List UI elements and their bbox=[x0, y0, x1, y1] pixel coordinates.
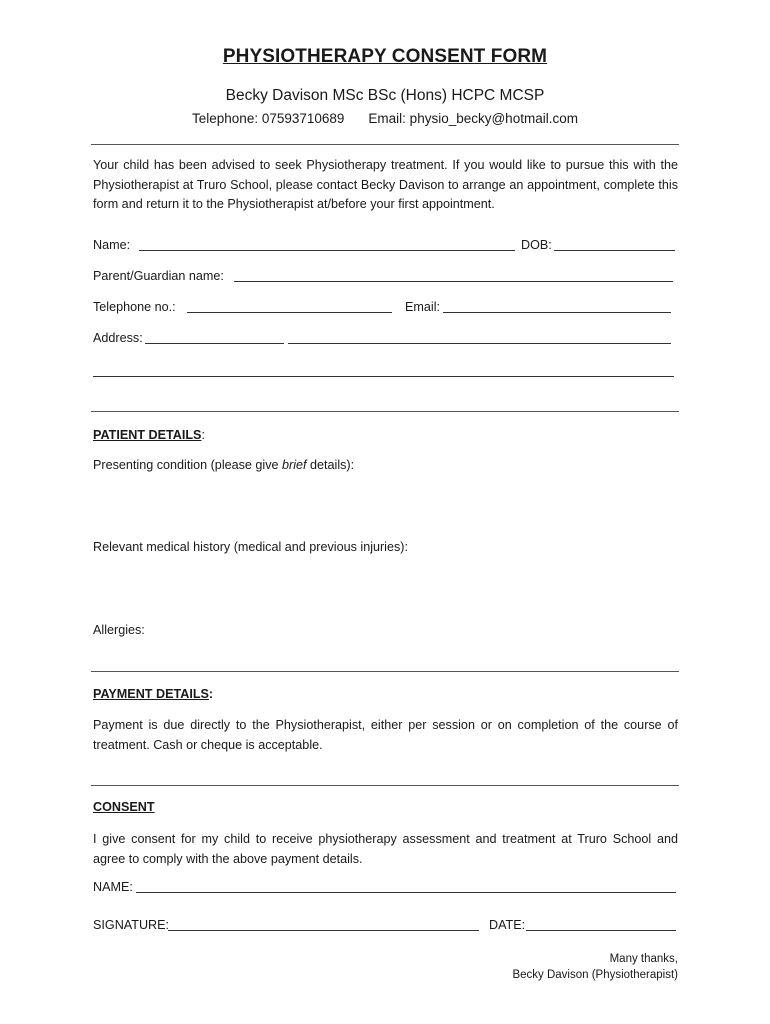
address-row bbox=[93, 331, 683, 347]
address-field-2[interactable] bbox=[288, 331, 671, 344]
heading-colon: : bbox=[208, 687, 214, 701]
patient-details-heading bbox=[93, 428, 205, 442]
thanks-text: Many thanks, bbox=[609, 953, 678, 965]
telephone-email-row bbox=[93, 300, 683, 316]
name-field[interactable] bbox=[139, 238, 515, 251]
signoff-block bbox=[512, 951, 678, 983]
consent-heading-text: CONSENT bbox=[93, 800, 155, 814]
form-title: PHYSIOTHERAPY CONSENT FORM bbox=[222, 46, 548, 67]
divider bbox=[91, 411, 679, 412]
divider bbox=[91, 785, 679, 786]
heading-colon: : bbox=[201, 428, 205, 442]
consent-name-field[interactable] bbox=[136, 880, 676, 893]
consent-name-label: NAME: bbox=[93, 880, 133, 894]
condition-label-prefix: Presenting condition (please give bbox=[93, 458, 283, 472]
email-field[interactable] bbox=[443, 300, 671, 313]
parent-name-field[interactable] bbox=[234, 269, 673, 282]
dob-label: DOB: bbox=[521, 238, 552, 252]
dob-field[interactable] bbox=[554, 238, 675, 251]
presenting-condition-label bbox=[93, 458, 354, 472]
date-label: DATE: bbox=[489, 918, 526, 932]
email-text: Email: physio_becky@hotmail.com bbox=[368, 111, 578, 126]
contact-line bbox=[0, 111, 770, 126]
medical-history-label: Relevant medical history (medical and previous injuries): bbox=[93, 540, 408, 554]
telephone-text: Telephone: 07593710689 bbox=[192, 111, 345, 126]
condition-label-emphasis: brief bbox=[282, 458, 307, 472]
email-label: Email: bbox=[405, 300, 440, 314]
signature-label: SIGNATURE: bbox=[93, 918, 170, 932]
address-line-2-row bbox=[93, 364, 683, 380]
address-field-3[interactable] bbox=[93, 364, 674, 377]
address-label: Address: bbox=[93, 331, 143, 345]
condition-label-suffix: details): bbox=[306, 458, 355, 472]
parent-row bbox=[93, 269, 683, 285]
divider bbox=[91, 144, 679, 145]
telephone-label: Telephone no.: bbox=[93, 300, 176, 314]
intro-paragraph: Your child has been advised to seek Physiotherapy treatment. If you would like to pursue this with the Physiotherapist at Truro School, please contact Becky Davison to arrange an appointment, complete this form and return it to the Physiotherapist at/before your first appointment. bbox=[93, 158, 678, 211]
patient-details-heading-text: PATIENT DETAILS bbox=[93, 428, 202, 442]
divider bbox=[91, 671, 679, 672]
name-dob-row bbox=[93, 238, 683, 254]
consent-heading bbox=[93, 800, 155, 814]
signoff-text: Becky Davison (Physiotherapist) bbox=[512, 969, 678, 981]
signature-field[interactable] bbox=[168, 918, 479, 931]
date-field[interactable] bbox=[526, 918, 676, 931]
allergies-label: Allergies: bbox=[93, 623, 145, 637]
payment-details-heading-text: PAYMENT DETAILS bbox=[93, 687, 209, 701]
telephone-field[interactable] bbox=[187, 300, 392, 313]
payment-paragraph: Payment is due directly to the Physiotherapist, either per session or on completion of the course of treatment. Cash or cheque is acceptable. bbox=[93, 718, 678, 752]
signature-date-row bbox=[93, 918, 683, 934]
name-label: Name: bbox=[93, 238, 131, 252]
address-field-1[interactable] bbox=[145, 331, 284, 344]
consent-name-row bbox=[93, 880, 683, 896]
payment-details-heading bbox=[93, 687, 213, 701]
consent-paragraph: I give consent for my child to receive physiotherapy assessment and treatment at Truro School and agree to comply with the above payment details. bbox=[93, 832, 678, 866]
parent-label: Parent/Guardian name: bbox=[93, 269, 224, 283]
practitioner-name: Becky Davison MSc BSc (Hons) HCPC MCSP bbox=[225, 87, 545, 104]
